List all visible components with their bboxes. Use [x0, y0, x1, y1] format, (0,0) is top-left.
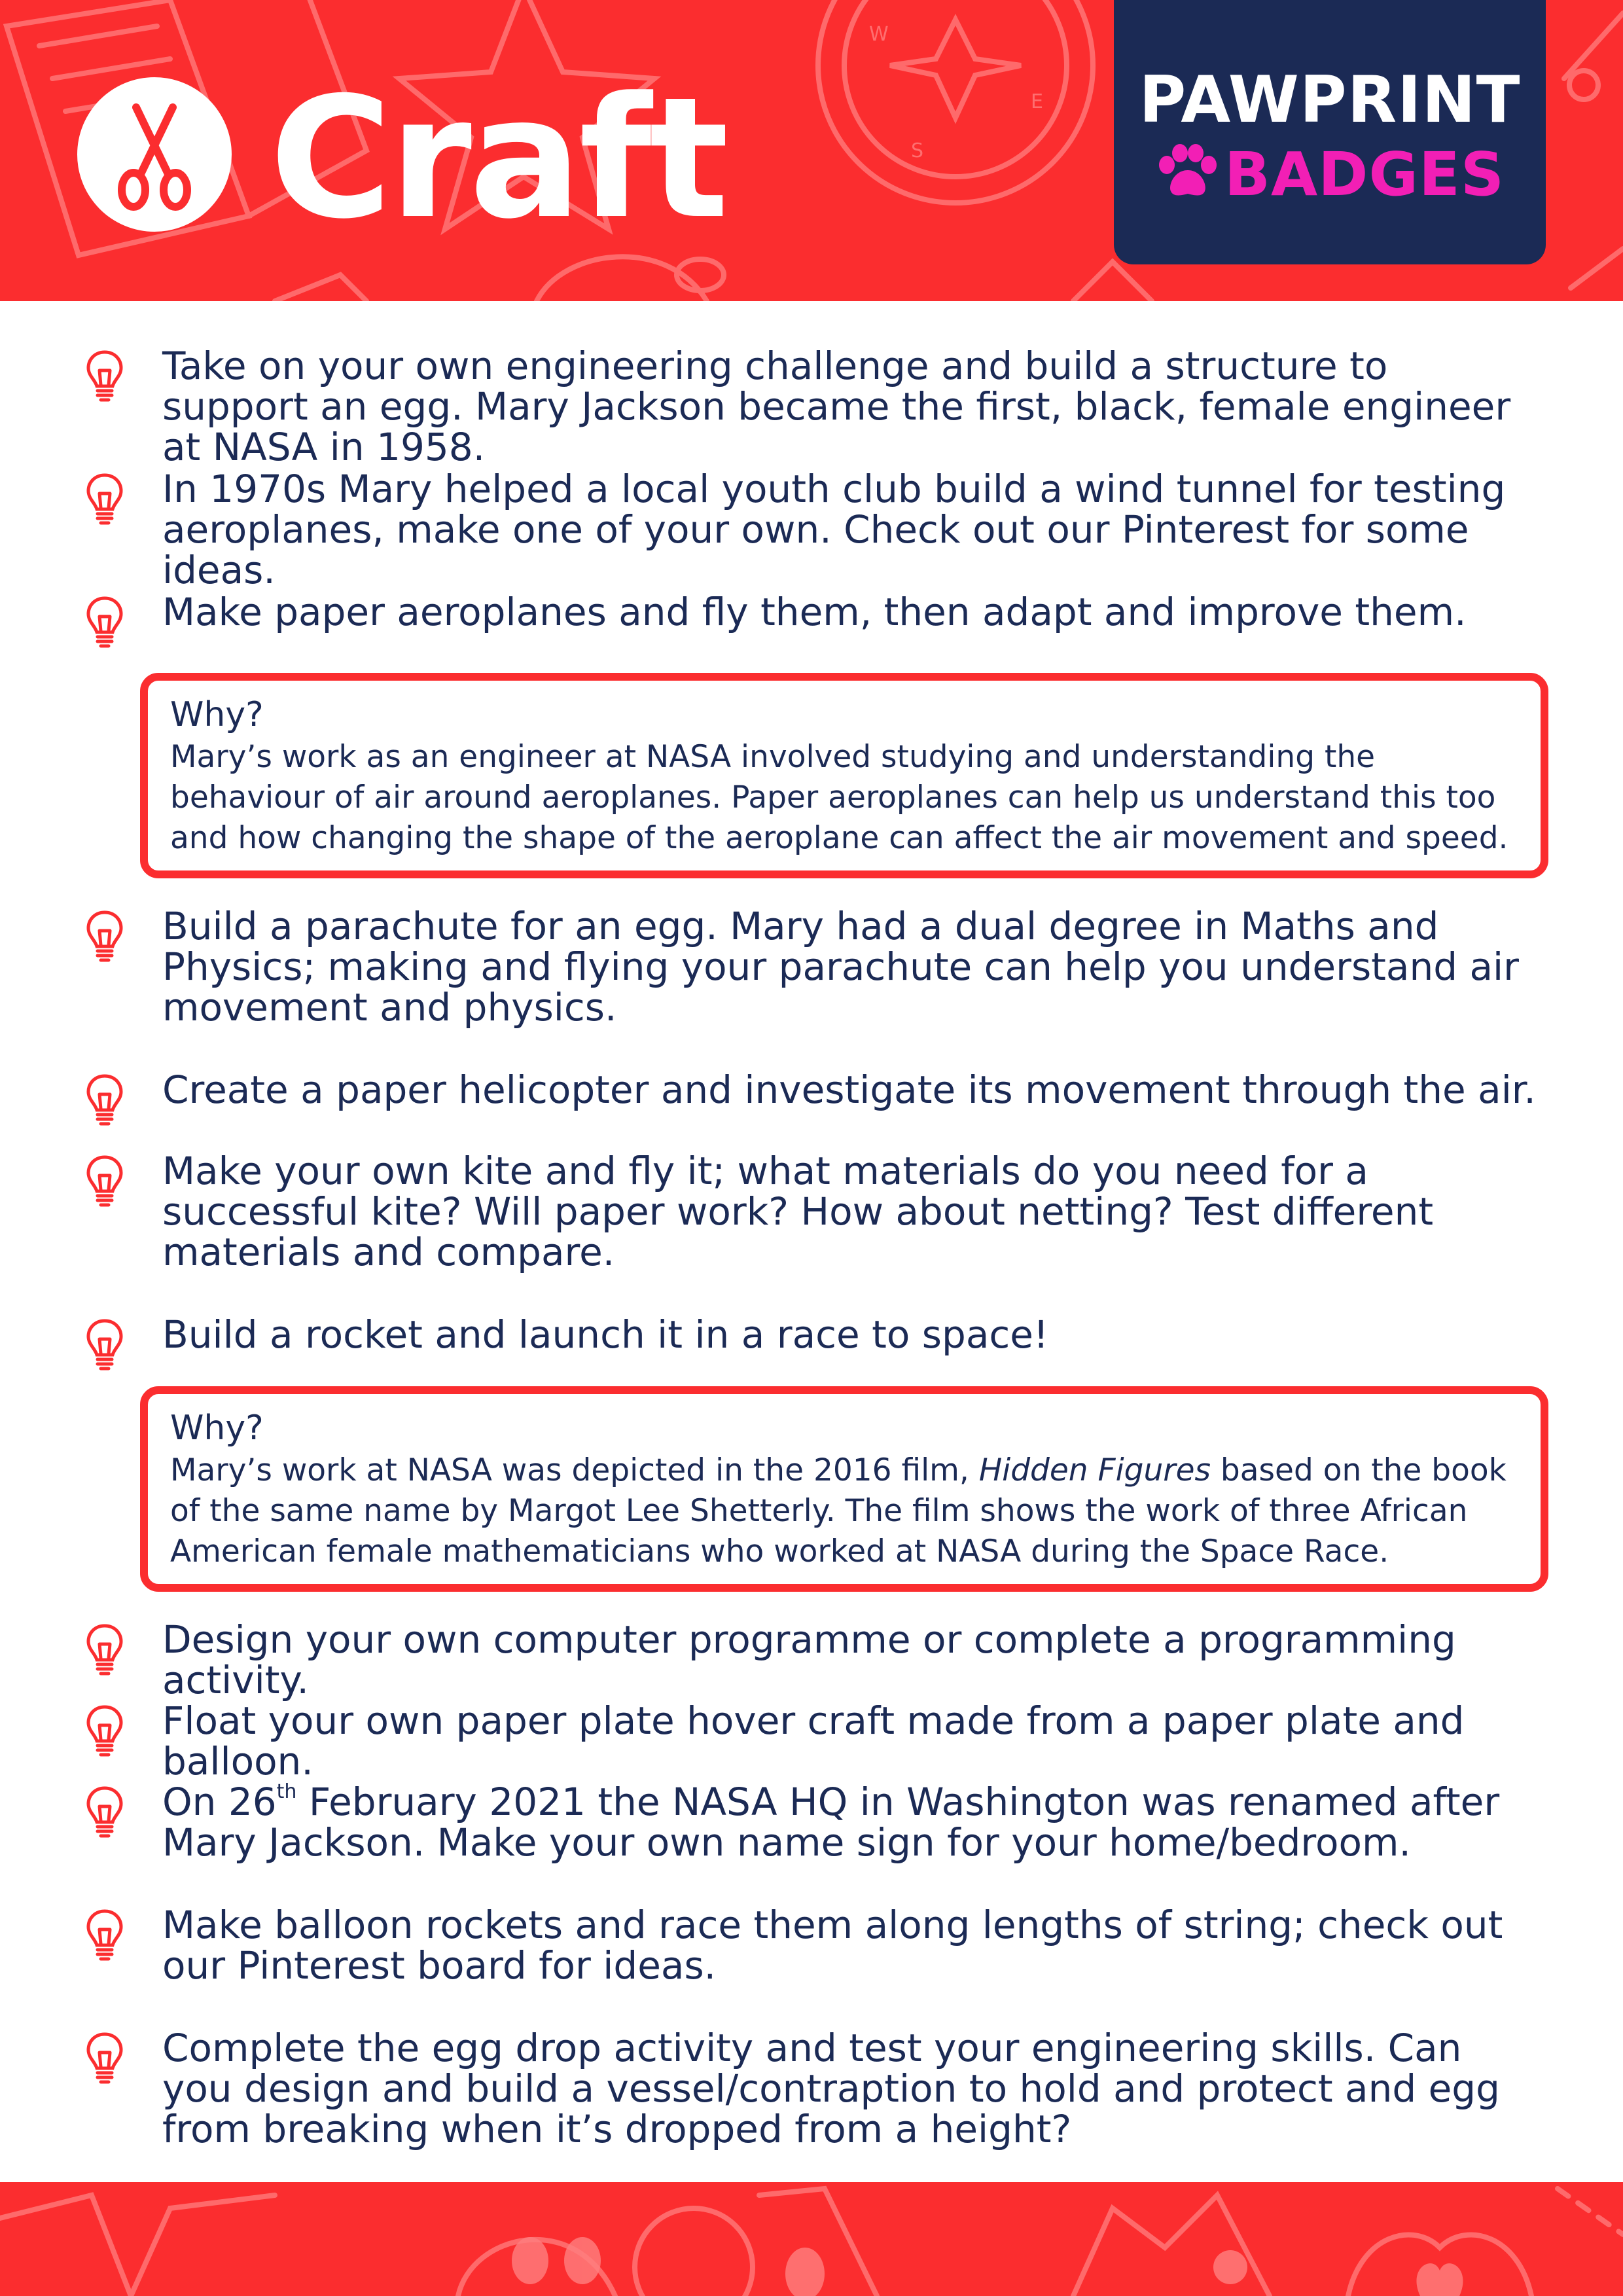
ordinal-suffix: th	[276, 1780, 297, 1803]
lightbulb-icon	[85, 2032, 124, 2087]
compass-w: W	[869, 23, 889, 46]
why-text: Mary’s work as an engineer at NASA involved studying and understanding the behaviour of air around aeroplanes. Paper aeroplanes can help us understand this too and how changing the shape of the aeroplane can affect the air movement and speed.	[170, 739, 1508, 856]
item-text-part: February 2021 the NASA HQ in Washington was renamed after Mary Jackson. Make your own name sign for your home/bedroom.	[162, 1780, 1500, 1865]
brand-name-line2-wrap	[1114, 139, 1546, 211]
lightbulb-icon	[85, 1318, 124, 1373]
footer-banner	[0, 2182, 1623, 2296]
lightbulb-icon	[85, 1785, 124, 1840]
why-text	[170, 1450, 1525, 1572]
item-text: In 1970s Mary helped a local youth club build a wind tunnel for testing aeroplanes, make one of your own. Check out our Pinterest for some ideas.	[162, 467, 1506, 592]
lightbulb-icon	[85, 1073, 124, 1128]
brand-logo	[1114, 0, 1546, 264]
lightbulb-icon	[85, 596, 124, 651]
why-title: Why?	[170, 695, 264, 734]
why-text-part: based on the book of the same name by Margot Lee Shetterly. The film shows the work of three African American female mathematicians who worked at NASA during the Space Race.	[170, 1452, 1507, 1570]
item-text: Make your own kite and fly it; what materials do you need for a successful kite? Will paper work? How about netting? Test different materials and compare.	[162, 1149, 1434, 1274]
item-text: Take on your own engineering challenge and build a structure to support an egg. Mary Jackson became the first, black, female engineer at NASA in 1958.	[162, 344, 1511, 469]
item-text: Design your own computer programme or complete a programming activity.	[162, 1617, 1456, 1702]
lightbulb-icon	[85, 1623, 124, 1678]
paw-icon	[1155, 144, 1221, 199]
item-text: Build a parachute for an egg. Mary had a dual degree in Maths and Physics; making and flying your parachute can help you understand air movement and physics.	[162, 904, 1519, 1030]
compass-s: S	[911, 139, 924, 162]
header-banner	[0, 0, 1623, 301]
item-text: Make balloon rockets and race them along lengths of string; check out our Pinterest board for ideas.	[162, 1903, 1503, 1988]
lightbulb-icon	[85, 350, 124, 404]
item-text: Float your own paper plate hover craft made from a paper plate and balloon.	[162, 1698, 1465, 1784]
item-text: Create a paper helicopter and investigate its movement through the air.	[162, 1067, 1536, 1112]
item-text: Complete the egg drop activity and test your engineering skills. Can you design and build a vessel/contraption to hold and protect and egg from breaking when it’s dropped from a height?	[162, 2026, 1500, 2151]
why-text-part: Mary’s work at NASA was depicted in the 2016 film,	[170, 1452, 979, 1488]
scissors-icon	[77, 77, 232, 232]
item-text: Build a rocket and launch it in a race to space!	[162, 1312, 1049, 1357]
item-text-part: On 26	[162, 1780, 277, 1824]
brand-name-line1: PAWPRINT	[1139, 63, 1521, 137]
lightbulb-icon	[85, 1155, 124, 1210]
film-title: Hidden Figures	[978, 1452, 1211, 1488]
why-title: Why?	[170, 1408, 264, 1448]
item-text: Make paper aeroplanes and fly them, then adapt and improve them.	[162, 590, 1467, 634]
lightbulb-icon	[85, 473, 124, 528]
lightbulb-icon	[85, 1704, 124, 1759]
doodle-pattern	[0, 2182, 1623, 2296]
craft-badge-icon	[77, 77, 232, 232]
item-text	[162, 1782, 1543, 1863]
lightbulb-icon	[85, 1909, 124, 1964]
page-title: Craft	[270, 62, 726, 256]
why-box	[140, 673, 1548, 878]
why-box	[140, 1386, 1548, 1592]
brand-name-line2: BADGES	[1224, 139, 1505, 209]
compass-e: E	[1031, 90, 1043, 113]
lightbulb-icon	[85, 910, 124, 965]
